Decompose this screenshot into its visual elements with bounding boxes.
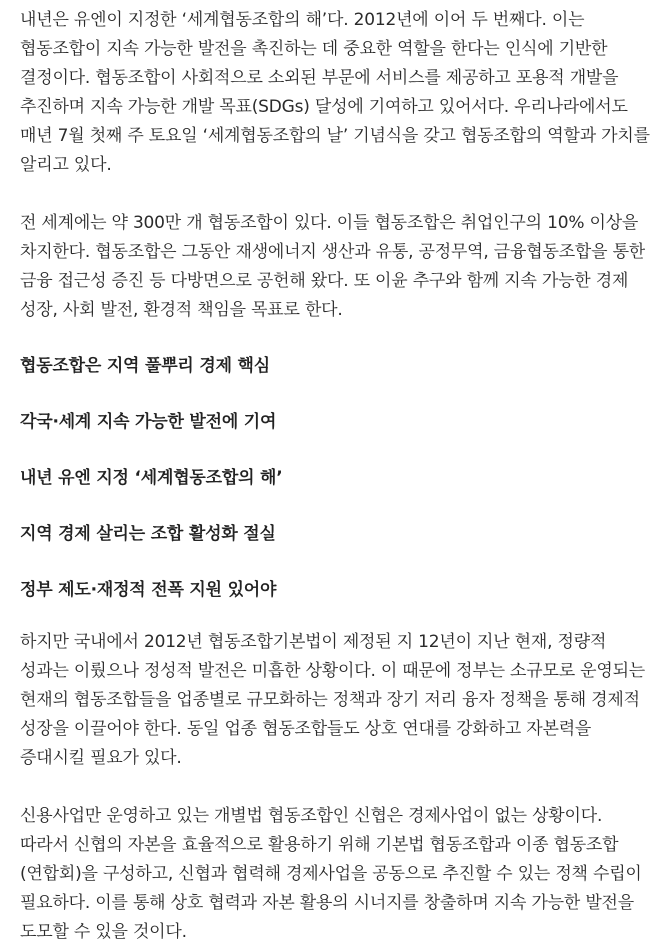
article-paragraph-4: 신용사업만 운영하고 있는 개별법 협동조합인 신협은 경제사업이 없는 상황이다. 따라서 신협의 자본을 효율적으로 활용하기 위해 기본법 협동조합과 이종 협동조합(연합회)을 구성하고, 신협과 협력해 경제사업을 공동으로 추진할 수 있는 정책 수립이 필요하다. 이를 통해 상호 협력과 자본 활용의 시너지를 창출하며 지속 가능한 발전을 도모할 수 있을 것이다. <box>20 806 642 942</box>
subheading-1: 협동조합은 지역 풀뿌리 경제 핵심 <box>20 356 270 376</box>
subheading-5: 정부 제도·재정적 전폭 지원 있어야 <box>20 580 277 600</box>
subheading-2: 각국·세계 지속 가능한 발전에 기여 <box>20 412 277 432</box>
article-paragraph-1: 내년은 유엔이 지정한 ‘세계협동조합의 해’다. 2012년에 이어 두 번째다. 이는 협동조합이 지속 가능한 발전을 촉진하는 데 중요한 역할을 한다는 인식에 기반한 결정이다. 협동조합이 사회적으로 소외된 부문에 서비스를 제공하고 포용적 개발을 추진하며 지속 가능한 개발 목표(SDGs) 달성에 기여하고 있어서다. 우리나라에서도 매년 7월 첫째 주 토요일 ‘세계협동조합의 날’ 기념식을 갖고 협동조합의 역할과 가치를 알리고 있다. <box>20 10 650 175</box>
subheading-4: 지역 경제 살리는 조합 활성화 절실 <box>20 524 276 544</box>
article-paragraph-3: 하지만 국내에서 2012년 협동조합기본법이 제정된 지 12년이 지난 현재, 정량적 성과는 이뤘으나 정성적 발전은 미흡한 상황이다. 이 때문에 정부는 소규모로 운영되는 현재의 협동조합들을 업종별로 규모화하는 정책과 장기 저리 융자 정책을 통해 경제적 성장을 이끌어야 한다. 동일 업종 협동조합들도 상호 연대를 강화하고 자본력을 증대시킬 필요가 있다. <box>20 632 646 768</box>
subheading-3: 내년 유엔 지정 ‘세계협동조합의 해’ <box>20 468 283 488</box>
article-paragraph-2: 전 세계에는 약 300만 개 협동조합이 있다. 이들 협동조합은 취업인구의 10% 이상을 차지한다. 협동조합은 그동안 재생에너지 생산과 유통, 공정무역, 금융협동조합을 통한 금융 접근성 증진 등 다방면으로 공헌해 왔다. 또 이윤 추구와 함께 지속 가능한 경제 성장, 사회 발전, 환경적 책임을 목표로 한다. <box>20 213 646 320</box>
